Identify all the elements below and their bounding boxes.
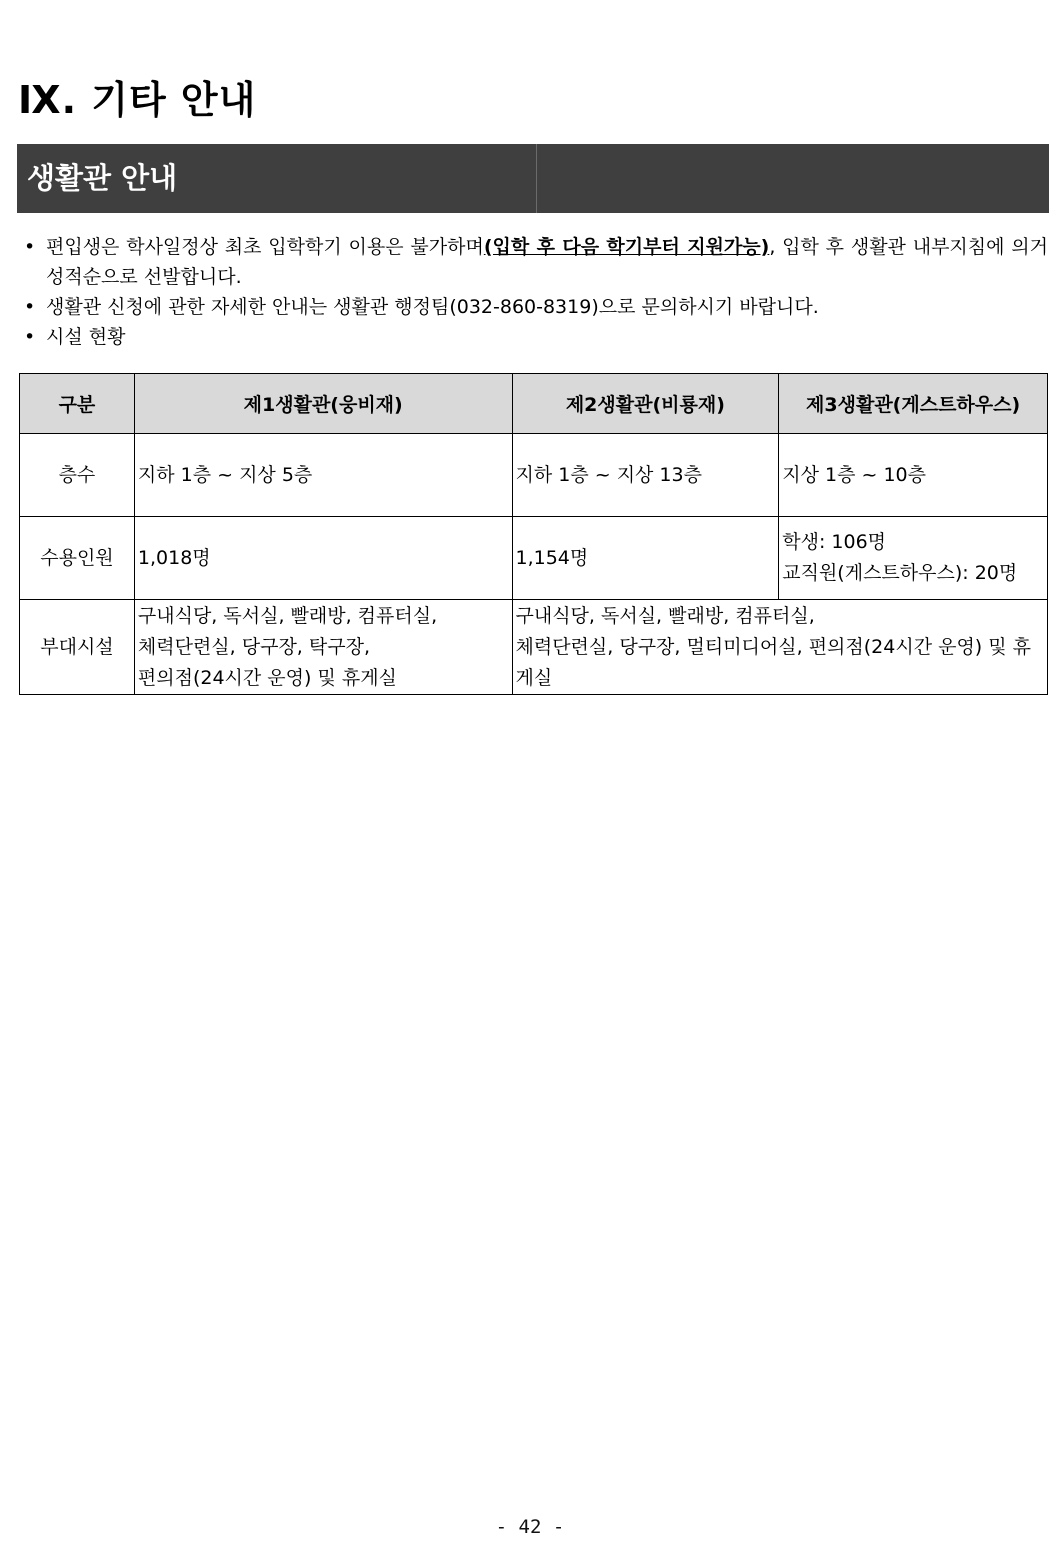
amenities-line: 체력단련실, 당구장, 탁구장, (137, 635, 370, 658)
notice-item-contact (22, 292, 1048, 322)
notice-emphasis: (입학 후 다음 학기부터 지원가능) (483, 236, 770, 258)
notice-text: 시설 현황 (46, 326, 126, 348)
amenities-line: 구내식당, 독서실, 빨래방, 컴퓨터실, (137, 604, 438, 627)
amenities-line: 편의점(24시간 운영) 및 휴게실 (137, 666, 397, 689)
cell-floors-dorm-1: 지하 1층 ~ 지상 5층 (134, 434, 512, 517)
table-row-capacity (20, 517, 1048, 600)
row-label-capacity: 수용인원 (20, 517, 135, 600)
notice-text: , 입학 후 생활관 내부지침에 의거 성적순으로 선발합니다. (46, 236, 1048, 288)
header-dorm-3: 제3생활관(게스트하우스) (779, 374, 1048, 434)
table-row-amenities (20, 600, 1048, 695)
capacity-staff: 교직원(게스트하우스): 20명 (782, 562, 1018, 584)
header-dorm-1: 제1생활관(웅비재) (134, 374, 512, 434)
cell-amenities-dorm-2-3 (512, 600, 1048, 695)
amenities-line: 구내식당, 독서실, 빨래방, 컴퓨터실, (515, 604, 815, 627)
page-number: - 42 - (495, 1516, 565, 1538)
bullet-dot: • (24, 326, 36, 348)
bullet-dot: • (24, 236, 36, 258)
cell-amenities-dorm-1 (134, 600, 512, 695)
cell-floors-dorm-3: 지상 1층 ~ 10층 (779, 434, 1048, 517)
notice-text: 생활관 신청에 관한 자세한 안내는 생활관 행정팀(032-860-8319)으로 문의하시기 바랍니다. (46, 296, 819, 318)
row-label-amenities: 부대시설 (20, 600, 135, 695)
cell-floors-dorm-2: 지하 1층 ~ 지상 13층 (512, 434, 779, 517)
cell-capacity-dorm-1: 1,018명 (134, 517, 512, 600)
section-header-blank (537, 144, 1049, 213)
row-label-floors: 층수 (20, 434, 135, 517)
capacity-students: 학생: 106명 (782, 531, 887, 553)
table-header-row (20, 374, 1048, 434)
chapter-title: Ⅸ. 기타 안내 (18, 78, 257, 122)
cell-capacity-dorm-2: 1,154명 (512, 517, 779, 600)
amenities-line: 체력단련실, 당구장, 멀티미디어실, 편의점(24시간 운영) 및 휴게실 (515, 635, 1032, 689)
bullet-dot: • (24, 296, 36, 318)
header-dorm-2: 제2생활관(비룡재) (512, 374, 779, 434)
notice-text: 편입생은 학사일정상 최초 입학학기 이용은 불가하며 (46, 236, 484, 258)
header-category: 구분 (20, 374, 135, 434)
notice-item-facility-status (22, 322, 1048, 352)
notice-item-transfer (22, 232, 1048, 292)
section-title: 생활관 안내 (17, 144, 537, 213)
facility-table (19, 373, 1048, 695)
notice-list (22, 232, 1048, 352)
table-row-floors (20, 434, 1048, 517)
cell-capacity-dorm-3 (779, 517, 1048, 600)
section-header-bar (17, 144, 1049, 213)
